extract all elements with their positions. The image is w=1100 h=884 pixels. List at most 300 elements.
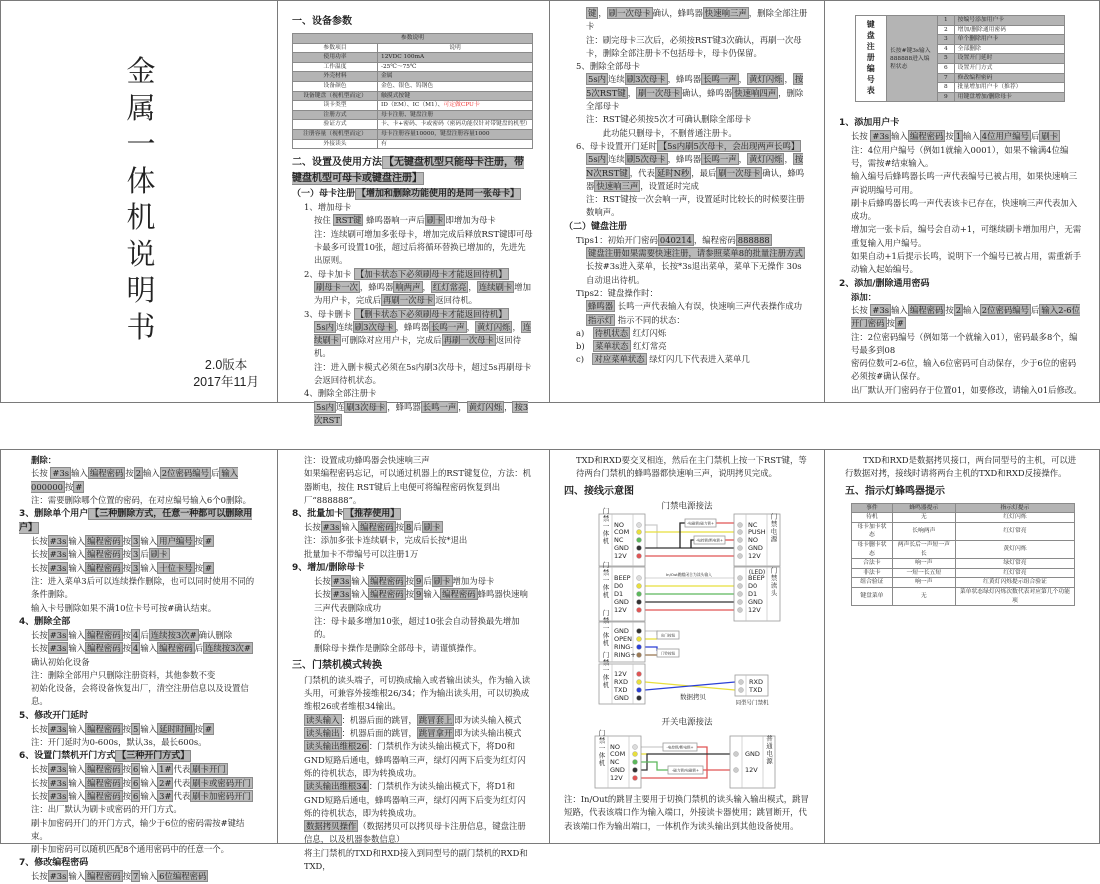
highlighted-term: 【增加和删除功能使用的是同一张母卡】: [357, 189, 520, 200]
text-run: 按: [122, 871, 132, 882]
text-run: 长按: [31, 562, 48, 573]
page-master-card: [549, 0, 825, 403]
highlighted-term: 快速响三声: [596, 180, 639, 191]
highlighted-term: 十位卡号: [159, 562, 193, 573]
highlighted-term: 编程密码: [87, 549, 121, 560]
page-keypad-menu: [824, 0, 1100, 403]
text-run: 二、设置及使用方法: [292, 157, 382, 169]
highlighted-term: #3s: [49, 790, 67, 801]
menu-label: 批量增加用户卡（推荐）: [954, 83, 1064, 93]
section-heading: [839, 116, 1083, 130]
text-run: 注：需要删除哪个位置的密码，在对应编号输入6个0删除。: [31, 494, 252, 505]
text-run: 注：设置成功蜂鸣器会快速响三声: [304, 455, 430, 465]
text-run: ，删除全部母卡: [586, 87, 804, 112]
terminal-dot: [738, 546, 743, 551]
paragraph: [292, 727, 533, 740]
highlighted-term: 输入000000: [31, 468, 239, 492]
menu-label: 用键盘增加/删除母卡: [954, 92, 1064, 102]
param-value: [378, 53, 533, 63]
text-run: 输入: [68, 777, 86, 788]
table-cell: 红灯闪烁: [955, 513, 1074, 523]
text-run: TXD和RXD是数据拷贝接口，两台同型号的主机，可以进行数据对拷，接线时请将两台主机的TXD和RXD反接操作。: [845, 455, 1077, 479]
paragraph: [839, 197, 1083, 224]
highlighted-term: 待机状态: [594, 327, 629, 338]
header-cell: 蜂鸣器提示: [892, 503, 955, 513]
text-run: 5、修改开门延时: [19, 710, 89, 721]
text-run: 后: [1031, 131, 1040, 142]
highlighted-term: 连续按3次#: [150, 629, 197, 640]
highlighted-term: 【推荐使用】: [345, 509, 400, 520]
text-run: 卡、卡+密码、卡或密码（密码功能仅针对带键盘的机型）: [381, 121, 531, 128]
terminal-label: NO: [614, 521, 624, 529]
param-value: [378, 81, 533, 91]
menu-number: 7: [938, 73, 955, 83]
text-run: 刷卡加密码开门的开门方式，输少于6位的密码需按#键结束。: [31, 817, 245, 841]
text-run: 输入: [963, 131, 980, 142]
table-row: [293, 129, 533, 139]
table-row: [293, 139, 533, 149]
highlighted-term: 刷3次母卡: [354, 321, 394, 332]
text-run: 长按: [31, 536, 48, 547]
text-run: ，设置延时完成: [640, 180, 699, 191]
lock-label: 出门按钮: [660, 633, 676, 638]
text-run: ，: [466, 321, 475, 332]
page-device-params: [277, 0, 550, 425]
terminal-dot: [637, 523, 642, 528]
terminal-label: TXD: [749, 686, 763, 694]
text-run: 连: [336, 401, 345, 412]
terminal-label: GND: [614, 627, 629, 635]
section-heading: [19, 615, 261, 629]
text-run: 注：刷完母卡三次后，必须按RST键3次确认，再刷一次母卡，删除全部注册卡不包括母卡，母卡仍保留。: [586, 34, 802, 58]
text-run: 四、接线示意图: [564, 485, 634, 497]
text-run: 出厂默认开门密码存于位置01，如要修改，请输入01后修改。: [851, 384, 1082, 395]
highlighted-term: 编程密码: [442, 589, 476, 600]
text-run: 注：添加多张卡连续刷卡，完成后长按*退出: [304, 535, 468, 546]
text-run: 输入: [143, 468, 160, 479]
text-run: 确认，蜂鸣器: [681, 87, 733, 98]
text-run: 按: [194, 723, 203, 734]
paragraph: [292, 575, 533, 588]
page-content: [845, 454, 1083, 612]
text-run: 按: [194, 536, 203, 547]
paragraph: [292, 401, 533, 428]
text-run: 按: [886, 318, 895, 329]
param-value: [378, 139, 533, 149]
text-run: 按: [122, 536, 132, 547]
text-run: 批量加卡不带编号可以注册1万: [304, 548, 419, 559]
section-heading: [845, 484, 1083, 500]
paragraph: [839, 170, 1083, 197]
section-heading: [19, 709, 261, 723]
param-value: [378, 91, 533, 101]
paragraph: [19, 562, 261, 575]
cover-title-char: 书: [126, 309, 156, 344]
param-value: [378, 110, 533, 120]
text-run: 蜂鸣器响一声后: [363, 215, 425, 226]
highlighted-term: 【无键盘机型只能母卡注册，带键盘机型可母卡或键盘注册】: [292, 157, 524, 185]
text-run: （数据拷贝可以拷贝母卡注册信息，键盘注册信息，以及机器参数信息）: [304, 821, 526, 845]
jumper-note: In/Out跳帽闭合为读头输入: [666, 572, 712, 577]
text-run: 输入: [140, 790, 158, 801]
text-run: 按: [405, 576, 415, 587]
text-run: 后: [140, 549, 149, 560]
terminal-label: NC: [610, 758, 620, 766]
highlighted-term: #: [205, 536, 213, 547]
menu-number: 9: [938, 92, 955, 102]
highlighted-term: 刷一次母卡: [718, 167, 761, 178]
highlighted-term: 编程密码: [87, 643, 121, 654]
paragraph: [839, 384, 1083, 397]
highlighted-term: 【三种删除方式，任意一种都可以删除用户】: [19, 509, 253, 534]
cover-title-char: 明: [126, 273, 156, 307]
menu-label: 设置开门延时: [954, 54, 1064, 64]
text-run: 即增加为母卡: [445, 215, 496, 226]
paragraph: [292, 201, 533, 214]
highlighted-term: 4: [133, 643, 139, 654]
highlighted-term: #3s: [49, 549, 67, 560]
text-run: ，: [738, 154, 747, 165]
highlighted-term: 对应菜单状态: [594, 354, 645, 365]
highlighted-term: 黄灯闪烁: [468, 401, 503, 412]
highlighted-term: 5s内: [588, 154, 607, 165]
paragraph: [839, 250, 1083, 277]
terminal-dot: [637, 629, 642, 634]
text-run: ：机器后面的跳冒，: [341, 728, 417, 739]
highlighted-term: #3s: [332, 576, 350, 587]
text-run: 8、批量加卡: [292, 509, 344, 520]
paragraph: [19, 803, 261, 816]
paragraph: [564, 247, 808, 260]
highlighted-term: 1#: [159, 764, 172, 775]
highlighted-term: 菜单状态: [595, 341, 629, 352]
terminal-dot: [637, 653, 642, 658]
highlighted-term: #3s: [322, 522, 340, 533]
highlighted-term: 9: [416, 589, 422, 600]
highlighted-term: 编程密码: [89, 468, 124, 479]
highlighted-term: #3s: [49, 536, 67, 547]
menu-table-title: 键盘注册编号表: [856, 16, 887, 102]
paragraph: [292, 467, 533, 507]
text-run: ，: [738, 74, 747, 85]
text-run: 3、母卡删卡: [304, 308, 354, 319]
text-run: ，: [627, 87, 637, 98]
highlighted-term: 数据拷贝操作: [306, 821, 357, 832]
terminal-dot: [738, 530, 743, 535]
text-run: ，最后: [691, 167, 717, 178]
diagram-title: 门禁电源接法: [661, 501, 713, 512]
table-cell: 一短一长五短: [892, 568, 955, 578]
terminal-dot: [738, 600, 743, 605]
terminal-dot: [637, 645, 642, 650]
unit-label: 门禁一体机: [601, 609, 610, 647]
text-run: 注：开门延时为0-600s，默认3s，最长600s。: [31, 737, 207, 748]
text-run: 长按: [31, 549, 48, 560]
paragraph: [19, 669, 261, 682]
paragraph: [292, 615, 533, 642]
text-run: c): [576, 354, 593, 365]
text-run: （二）键盘注册: [564, 221, 628, 232]
text-run: 输入: [140, 562, 158, 573]
wire: [691, 540, 694, 548]
table-cell: 无: [892, 513, 955, 523]
text-run: 长按: [851, 131, 871, 142]
paragraph: [564, 140, 808, 153]
highlighted-term: 【删卡状态下必须刷母卡才能返回待机】: [355, 308, 507, 319]
highlighted-term: 刷卡或密码开门: [192, 777, 251, 788]
highlighted-term: #3s: [49, 871, 67, 882]
table-cell: 组合验证: [852, 578, 893, 588]
text-run: 即为读头输入模式: [454, 714, 522, 725]
terminal-dot: [637, 672, 642, 677]
paragraph: [292, 780, 533, 820]
table-cell: 响一声: [892, 578, 955, 588]
highlighted-term: 5: [133, 723, 139, 734]
text-run: ：门禁机作为读头输出模式下，将D1和GND短路后通电，蜂鸣器响三声，绿灯闪两下后变为红灯闪烁的待机状态，即为转换成功。: [304, 781, 526, 818]
highlighted-term: 【加卡状态下必须刷母卡才能返回待机】: [355, 268, 507, 279]
text-run: 输入: [68, 629, 86, 640]
highlighted-term: #: [896, 318, 904, 329]
text-run: 输入: [891, 304, 908, 315]
table-header-row: [293, 43, 533, 53]
highlighted-term: 2: [135, 468, 142, 479]
paragraph: [292, 321, 533, 361]
table-cell: 菜单状态绿灯闪烁次数代表对应第几个功能项: [955, 587, 1074, 605]
highlighted-term: #3s: [49, 562, 67, 573]
section-heading: [19, 856, 261, 870]
header-cell: 参数项目: [293, 43, 378, 53]
text-run: ，编程密码: [693, 234, 736, 245]
param-table: [292, 33, 533, 149]
param-value: [378, 129, 533, 139]
terminal-dot: [738, 584, 743, 589]
table-cell: 非法卡: [852, 568, 893, 578]
highlighted-term: 长鸣一声: [431, 321, 465, 332]
menu-number: 8: [938, 83, 955, 93]
highlighted-term: #3s: [49, 764, 67, 775]
terminal-label: GND: [614, 694, 629, 702]
highlighted-term: 用户编号: [159, 536, 193, 547]
cover-title-char: 金: [126, 54, 156, 88]
paragraph: [19, 642, 261, 669]
highlighted-term: #: [205, 562, 213, 573]
terminal-label: GND: [614, 544, 629, 552]
terminal-label: D0: [614, 582, 624, 590]
paragraph: [19, 723, 261, 736]
highlighted-term: 9: [416, 576, 422, 587]
text-run: 返回待机。: [314, 335, 521, 359]
section-heading: [19, 749, 261, 763]
highlighted-term: 跳冒套上: [418, 714, 453, 725]
highlighted-term: 编程密码: [87, 871, 121, 882]
date-label: 2017年11月: [193, 375, 259, 389]
text-run: 输入编号后蜂鸣器长鸣一声代表编号已被占用，如果快速响三声说明编号可用。: [851, 171, 1078, 195]
text-run: b): [576, 341, 594, 352]
text-run: 7、修改编程密码: [19, 858, 89, 869]
terminal-dot: [633, 760, 638, 765]
highlighted-term: 指示灯: [588, 314, 614, 325]
text-run: 按: [64, 481, 74, 492]
text-run: 3、删除单个用户: [19, 509, 89, 520]
text-run: 输入: [68, 536, 86, 547]
text-run: 蜂鸣器快速响三声代表删除成功: [314, 589, 528, 613]
text-run: 输入卡号删除如果不满10位卡号可按#确认结束。: [31, 602, 217, 613]
highlighted-term: 蜂鸣器: [588, 301, 614, 312]
paragraph: [19, 575, 261, 602]
text-run: 5、删除全部母卡: [576, 61, 640, 72]
section-heading: [292, 658, 533, 674]
section-heading: [292, 155, 533, 187]
text-run: 输入: [140, 764, 158, 775]
highlighted-term: #: [205, 723, 213, 734]
terminal-dot: [738, 538, 743, 543]
text-run: ，: [458, 401, 467, 412]
highlighted-term: 黄灯闪烁: [748, 74, 783, 85]
section-heading: [292, 14, 533, 30]
text-run: 增加为母卡: [452, 576, 495, 587]
page-delete-ops: [0, 449, 278, 882]
table-cell: 绿灯常亮: [955, 559, 1074, 569]
highlighted-term: #3s: [872, 131, 890, 142]
text-run: 删除母卡操作是删除全部母卡，请谨慎操作。: [314, 642, 482, 653]
menu-label: 增加/删除通用密码: [954, 25, 1064, 35]
table-row: [852, 559, 1075, 569]
table-cell: 红黄灯闪烁提示组合验证: [955, 578, 1074, 588]
paragraph: [19, 548, 261, 561]
page-wiring: [549, 449, 825, 844]
text-run: 长按: [31, 790, 48, 801]
highlighted-term: 4: [133, 629, 139, 640]
highlighted-term: RST键: [335, 215, 362, 226]
red-note: 可定做CPU卡: [443, 102, 480, 109]
highlighted-term: 刷3次母卡: [346, 401, 386, 412]
highlighted-term: 连续刷卡: [478, 281, 513, 292]
table-row: [293, 110, 533, 120]
highlighted-term: 3#: [159, 790, 172, 801]
highlighted-term: 长鸣一声: [703, 154, 737, 165]
table-row: [293, 72, 533, 82]
param-name: 设备颜色: [293, 81, 378, 91]
text-run: 后: [140, 629, 149, 640]
highlighted-term: #: [75, 481, 83, 492]
cover-meta: [193, 357, 259, 391]
highlighted-term: 5s内: [588, 74, 607, 85]
highlighted-term: 按3次RST: [314, 401, 529, 425]
text-run: 注：母卡最多增加10张，超过10张会自动替换最先增加的。: [314, 615, 520, 640]
paragraph: [839, 223, 1083, 250]
text-run: 输入: [140, 536, 158, 547]
terminal-dot: [633, 752, 638, 757]
table-row: [293, 91, 533, 101]
cover-title-char: 属: [126, 90, 156, 125]
text-run: ，: [468, 281, 477, 292]
text-run: 输入: [351, 589, 369, 600]
text-run: 1、增加母卡: [304, 202, 352, 213]
highlighted-term: 4位用户编号: [981, 131, 1029, 142]
text-run: （一）母卡注册: [292, 189, 356, 200]
highlighted-term: 编程密码: [87, 536, 121, 547]
highlighted-term: 【5s内刷5次母卡，会出现两声长鸣】: [658, 140, 800, 151]
param-name: 工作温度: [293, 62, 378, 72]
highlighted-term: #3s: [49, 629, 67, 640]
text-run: 按: [122, 790, 132, 801]
highlighted-term: #3s: [52, 468, 70, 479]
text-run: 红灯闪烁: [630, 327, 667, 338]
highlighted-term: 刷卡: [423, 522, 441, 533]
terminal-dot: [734, 768, 739, 773]
text-run: 后: [423, 576, 432, 587]
header-cell: 指示灯提示: [955, 503, 1074, 513]
peer-label: 同型号门禁机: [735, 700, 769, 707]
terminal-dot: [633, 768, 638, 773]
text-run: ，: [784, 74, 793, 85]
highlighted-term: 连续按3次#: [205, 643, 251, 654]
text-run: 按: [194, 562, 203, 573]
text-run: 输入: [68, 643, 86, 654]
paragraph: [564, 193, 808, 220]
highlighted-term: 6: [133, 777, 139, 788]
text-run: 代表: [173, 790, 191, 801]
text-run: 红灯常亮: [630, 341, 667, 352]
paragraph: [19, 817, 261, 844]
text-run: 指示不同的状态：: [615, 314, 685, 325]
terminal-dot: [637, 608, 642, 613]
highlighted-term: 键盘注册如果需要快速注册，请参照菜单8的批量注册方式: [588, 248, 803, 259]
text-run: TXD和RXD要交叉相连，然后在主门禁机上按一下RST键，等待两台门禁机的蜂鸣器都快速响三声，说明拷贝完成。: [576, 455, 807, 479]
paragraph: [292, 521, 533, 534]
text-run: 确认，蜂鸣器: [652, 8, 703, 18]
text-run: 注：删除全部用户只删除注册资料，其他参数不变: [31, 669, 216, 680]
page-indicators: [824, 449, 1100, 844]
text-run: 6、母卡设置开门延时: [576, 140, 657, 151]
terminal-dot: [633, 776, 638, 781]
paragraph: [19, 535, 261, 548]
text-run: 长按: [304, 522, 321, 533]
paragraph: [292, 714, 533, 727]
terminal-dot: [637, 592, 642, 597]
highlighted-term: 跳冒拿开: [418, 728, 453, 739]
terminal-dot: [738, 592, 743, 597]
section-heading: [292, 561, 533, 575]
paragraph: [292, 361, 533, 388]
highlighted-term: #3s: [49, 777, 67, 788]
paragraph: [292, 454, 533, 467]
text-run: 后: [1031, 304, 1040, 315]
highlighted-term: 编程密码: [909, 304, 944, 315]
text-run: 确认，蜂鸣器: [586, 167, 805, 191]
table-cell: 无: [892, 587, 955, 605]
menu-label: 按编号添加用户卡: [954, 16, 1064, 26]
paragraph: [292, 281, 533, 308]
param-name: 外接读头: [293, 139, 378, 149]
text-run: 按: [405, 589, 415, 600]
text-run: ，: [784, 154, 793, 165]
paragraph: [292, 642, 533, 655]
text-run: 输入: [68, 871, 86, 882]
highlighted-term: 按N次RST键: [586, 154, 804, 178]
highlighted-term: 编程密码: [370, 589, 404, 600]
param-name: 外壳材料: [293, 72, 378, 82]
paragraph: [19, 602, 261, 615]
cover-title: [111, 53, 171, 345]
led-label: (LED): [748, 569, 766, 576]
text-run: 注：2位密码编号（例如第一个就输入01），密码最多8个，编号最多到08: [851, 331, 1078, 355]
terminal-label: BEEP: [748, 574, 765, 582]
table-row: [293, 120, 533, 130]
text-run: 长按: [851, 304, 871, 315]
text-run: 输入: [68, 549, 86, 560]
terminal-label: COM: [610, 750, 626, 758]
